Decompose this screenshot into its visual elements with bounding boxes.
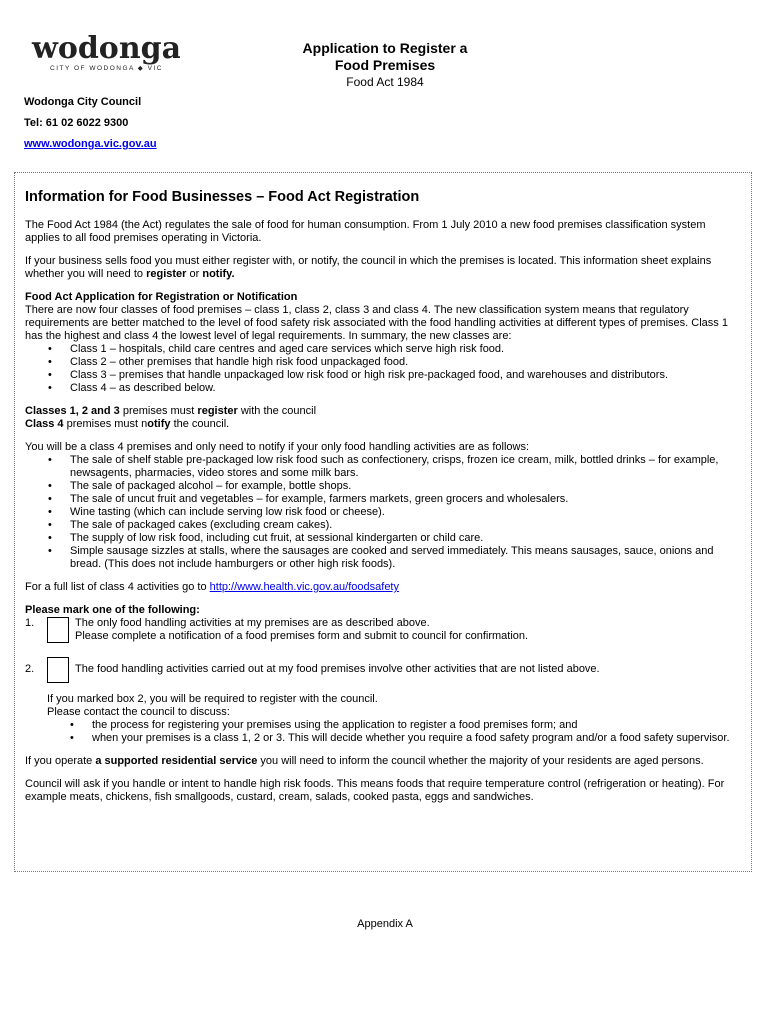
full-list-paragraph [25,581,740,594]
option-2-checkbox[interactable] [47,657,69,683]
para2-register: register [146,268,187,280]
not-bold-1: Class 4 [25,418,64,430]
list-item: • Wine tasting (which can include serving low risk food or cheese). [25,506,740,519]
logo-tagline: CITY OF WODONGA ◆ VIC [50,65,163,72]
supported-residential-paragraph [25,755,740,768]
srs-bold: a supported residential service [95,755,258,767]
document-title-block [260,40,510,90]
srs-text-1: If you operate [25,755,96,767]
council-website-link[interactable]: www.wodonga.vic.gov.au [24,138,157,150]
title-subtitle: Food Act 1984 [346,75,424,89]
para2-text: If your business sells food you must either register with, or notify, the council in which the premises is located. This information sheet explains whether you will need to [25,255,712,280]
srs-text-2: you will need to inform the council whether the majority of your residents are aged persons. [257,755,704,767]
list-item: • Class 2 – other premises that handle high risk food unpackaged food. [25,356,740,369]
title-line-2: Food Premises [334,57,436,73]
contact-block [24,96,157,159]
mark-one-title-wrap [25,604,740,617]
section-title: Food Act Application for Registration or Notification [25,291,298,303]
information-box [14,172,752,872]
option-2-line-1: The food handling activities carried out at my food premises involve other activities that are not listed above. [75,663,600,675]
class4-list [25,454,740,571]
reg-text-2: with the council [237,405,317,417]
list-item: • Class 4 – as described below. [25,382,740,395]
page-footer: Appendix A [357,918,413,930]
list-item: • when your premises is a class 1, 2 or 3. This will decide whether you require a food safety program and/or a food safety supervisor. [47,732,740,745]
list-item: • The sale of packaged cakes (excluding cream cakes). [25,519,740,532]
section-paragraph: There are now four classes of food premises – class 1, class 2, class 3 and class 4. The new classification system means that regulatory requirements are better matched to the level of food safety risk associated with the food handling activities at different types of premises. Class 1 has the highest and class 4 the lowest level of legal requirements. In summary, the new classes are: [25,304,728,342]
title-line-1: Application to Register a [302,40,468,56]
full-list-text: For a full list of class 4 activities go to [25,581,210,593]
list-item: • The supply of low risk food, including cut fruit, at sessional kindergarten or child care. [25,532,740,545]
list-item: • the process for registering your premises using the application to register a food premises form; and [47,719,740,732]
para2-notify: notify. [202,268,235,280]
list-item: • The sale of uncut fruit and vegetables – for example, farmers markets, green grocers and wholesalers. [25,493,740,506]
register-or-notify-paragraph [25,255,740,281]
foodsafety-link[interactable]: http://www.health.vic.gov.au/foodsafety [209,581,399,593]
option-1-checkbox[interactable] [47,617,69,643]
info-heading: Information for Food Businesses – Food Act Registration [25,189,420,205]
list-item: • Simple sausage sizzles at stalls, where the sausages are cooked and served immediately. This means sausages, sauce, onions and bread. (This does not include hamburgers or other high risk foods). [25,545,740,571]
not-text-1: premises must n [63,418,148,430]
option-2-row [25,657,740,683]
option-2-number: 2. [25,663,35,675]
council-name: Wodonga City Council [24,96,142,108]
classes-list [25,343,740,395]
list-item: • The sale of shelf stable pre-packaged low risk food such as confectionery, crisps, frozen ice cream, milk, bottled drinks – for example, newsagents, pharmacies, video stores and some milk bars. [25,454,740,480]
list-item: • The sale of packaged alcohol – for example, bottle shops. [25,480,740,493]
not-bold-2: otify [147,418,171,430]
option-1-line-2: Please complete a notification of a food premises form and submit to council for confirmation. [75,630,529,642]
wodonga-logo [30,28,180,76]
list-item: • Class 1 – hospitals, child care centres and aged care services which serve high risk food. [25,343,740,356]
option-1-line-1: The only food handling activities at my premises are as described above. [75,617,430,629]
classes-section [25,291,740,343]
reg-bold-2: register [197,405,238,417]
para2-or: or [186,268,203,280]
mark-one-title: Please mark one of the following: [25,604,200,616]
option-1-row [25,617,740,653]
logo-mark-icon [30,28,180,76]
list-item: • Class 3 – premises that handle unpackaged low risk food or high risk pre-packaged food, and warehouses and distributors. [25,369,740,382]
option-1-number: 1. [25,617,35,629]
reg-bold-1: Classes 1, 2 and 3 [25,405,120,417]
logo-wordmark: wodonga [32,31,180,66]
register-notify-summary [25,405,740,431]
reg-text-1: premises must [119,405,198,417]
class4-lead: You will be a class 4 premises and only need to notify if your only food handling activities are as follows: [25,441,530,453]
box2-list [47,719,740,745]
box2-instructions [25,693,740,745]
high-risk-paragraph: Council will ask if you handle or intent to handle high risk foods. This means foods that require temperature control (refrigeration or heating). For example meats, chickens, fish smallgoods, custard, cream, salads, cooked pasta, eggs and sandwiches. [25,778,725,803]
council-phone: Tel: 61 02 6022 9300 [24,117,129,129]
not-text-2: the council. [170,418,230,430]
box2-line-2: Please contact the council to discuss: [47,706,230,718]
intro-paragraph: The Food Act 1984 (the Act) regulates the sale of food for human consumption. From 1 July 2010 a new food premises classification system applies to all food premises operating in Victoria. [25,219,706,244]
box2-line-1: If you marked box 2, you will be required to register with the council. [47,693,378,705]
